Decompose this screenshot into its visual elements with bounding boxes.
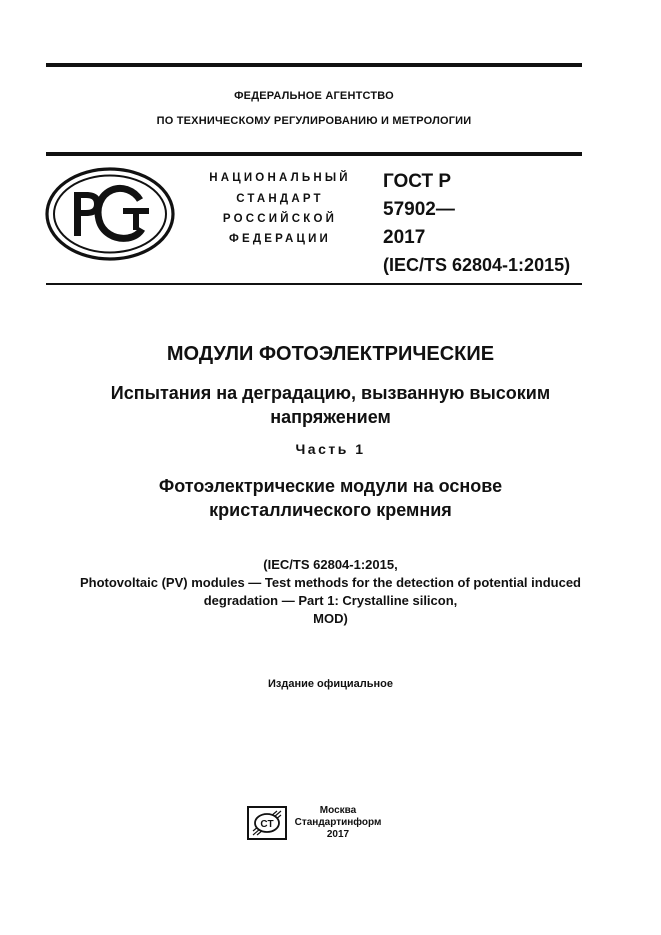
- agency-line-1: ФЕДЕРАЛЬНОЕ АГЕНТСТВО: [234, 90, 394, 102]
- national-label-line-1: НАЦИОНАЛЬНЫЙ: [209, 172, 351, 184]
- document-subtitle-line-2: напряжением: [270, 407, 391, 427]
- part-title-line-2: кристаллического кремния: [209, 500, 452, 520]
- reference-line-4: MOD): [313, 611, 348, 626]
- reference-line-3: degradation — Part 1: Crystalline silicon,: [203, 593, 458, 608]
- document-subtitle-line-1: Испытания на деградацию, вызванную высоким: [110, 383, 551, 403]
- reference-line-2: Photovoltaic (PV) modules — Test methods for the detection of potential induced: [79, 575, 581, 590]
- publisher-name: Стандартинформ: [294, 817, 382, 828]
- reference-line-1: (IEC/TS 62804-1:2015,: [263, 557, 398, 572]
- document-title: МОДУЛИ ФОТОЭЛЕКТРИЧЕСКИЕ: [166, 343, 495, 365]
- gost-designation-line-3: 2017: [383, 227, 426, 248]
- standard-block-rule: [46, 283, 582, 285]
- national-label-line-4: ФЕДЕРАЦИИ: [228, 233, 332, 245]
- gost-designation-line-2: 57902—: [383, 199, 455, 220]
- gost-r-conformity-mark-icon: [44, 166, 176, 262]
- publisher-city: Москва: [319, 805, 357, 816]
- edition-label: Издание официальное: [267, 678, 394, 690]
- national-label-line-2: СТАНДАРТ: [236, 193, 324, 205]
- header-rule: [46, 152, 582, 156]
- agency-line-2: ПО ТЕХНИЧЕСКОМУ РЕГУЛИРОВАНИЮ И МЕТРОЛОГИИ: [156, 115, 472, 127]
- top-rule: [46, 63, 582, 67]
- gost-designation-line-1: ГОСТ Р: [383, 171, 452, 192]
- part-title-line-1: Фотоэлектрические модули на основе: [158, 476, 503, 496]
- publisher-year: 2017: [326, 829, 350, 840]
- gost-designation-line-4: (IEC/TS 62804-1:2015): [383, 255, 571, 275]
- standartinform-logo-icon: [247, 806, 287, 840]
- part-number: Часть 1: [295, 441, 366, 457]
- svg-text:CT: CT: [260, 819, 274, 830]
- national-label-line-3: РОССИЙСКОЙ: [222, 213, 338, 225]
